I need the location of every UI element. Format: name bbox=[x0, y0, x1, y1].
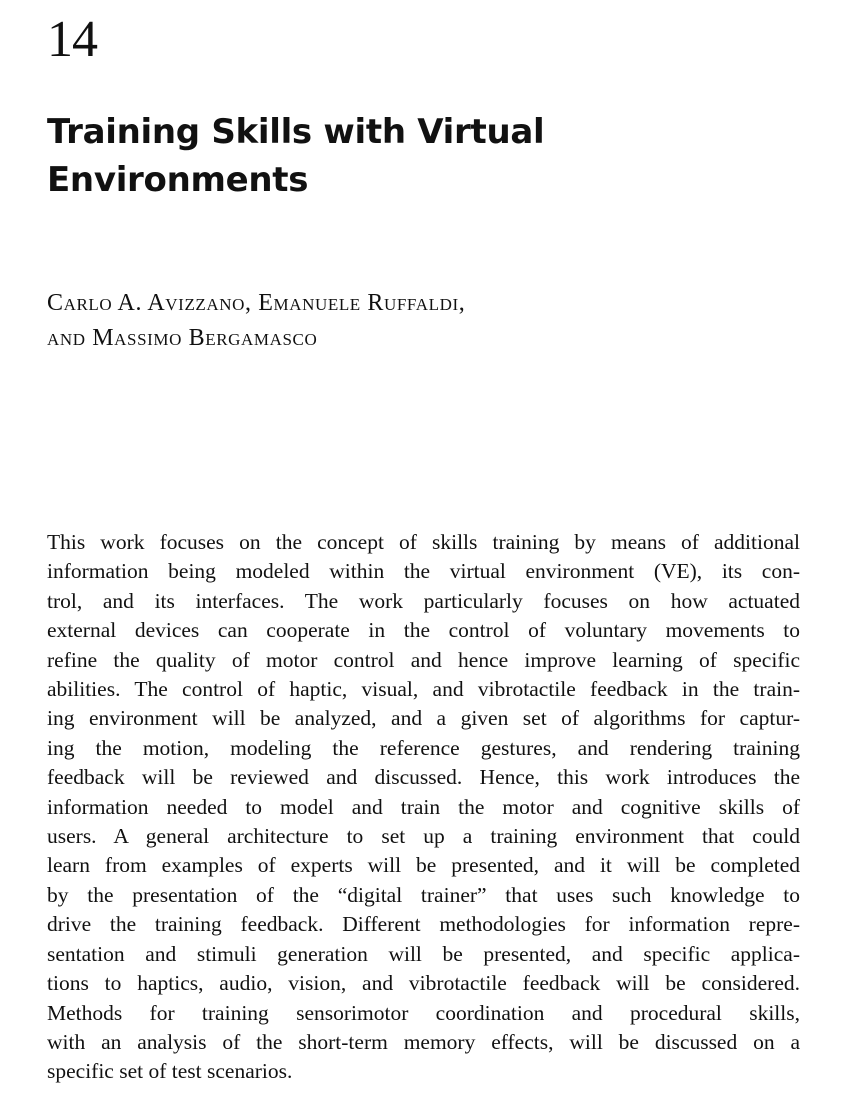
abstract-line: feedback will be reviewed and discussed. Hence, this work introduces the bbox=[47, 765, 800, 790]
abstract-line: external devices can cooperate in the control of voluntary movements to bbox=[47, 618, 800, 643]
chapter-number: 14 bbox=[47, 11, 97, 68]
abstract-line: ing the motion, modeling the reference gestures, and rendering training bbox=[47, 735, 800, 760]
author-line: Carlo A. Avizzano, Emanuele Ruffaldi, bbox=[47, 290, 466, 316]
abstract-line: Methods for training sensorimotor coordination and procedural skills, bbox=[47, 1000, 800, 1025]
abstract-line: sentation and stimuli generation will be presented, and specific applica- bbox=[47, 941, 800, 966]
chapter-title-line: Environments bbox=[47, 160, 309, 200]
abstract-line: tions to haptics, audio, vision, and vibrotactile feedback will be considered. bbox=[47, 971, 800, 996]
abstract-line: learn from examples of experts will be presented, and it will be completed bbox=[47, 853, 800, 878]
abstract-line: refine the quality of motor control and hence improve learning of specific bbox=[47, 647, 800, 672]
abstract-line: drive the training feedback. Different methodologies for information repre- bbox=[47, 912, 800, 937]
abstract-line: trol, and its interfaces. The work particularly focuses on how actuated bbox=[47, 588, 800, 613]
author-line: and Massimo Bergamasco bbox=[47, 325, 318, 351]
abstract-line: information needed to model and train the motor and cognitive skills of bbox=[47, 794, 800, 819]
abstract-line: abilities. The control of haptic, visual, and vibrotactile feedback in the train- bbox=[47, 677, 800, 702]
abstract-line: specific set of test scenarios. bbox=[47, 1059, 293, 1084]
abstract-line: by the presentation of the “digital trainer” that uses such knowledge to bbox=[47, 882, 800, 907]
abstract-line: This work focuses on the concept of skills training by means of additional bbox=[47, 530, 800, 554]
chapter-title-line: Training Skills with Virtual bbox=[47, 112, 545, 152]
abstract-line: users. A general architecture to set up a training environment that could bbox=[47, 824, 800, 849]
chapter-title bbox=[47, 108, 667, 204]
abstract-line: information being modeled within the virtual environment (VE), its con- bbox=[47, 559, 800, 584]
author-list bbox=[47, 286, 747, 356]
abstract-line: ing environment will be analyzed, and a given set of algorithms for captur- bbox=[47, 706, 800, 731]
abstract-line: with an analysis of the short-term memory effects, will be discussed on a bbox=[47, 1029, 800, 1054]
abstract bbox=[47, 528, 800, 1087]
